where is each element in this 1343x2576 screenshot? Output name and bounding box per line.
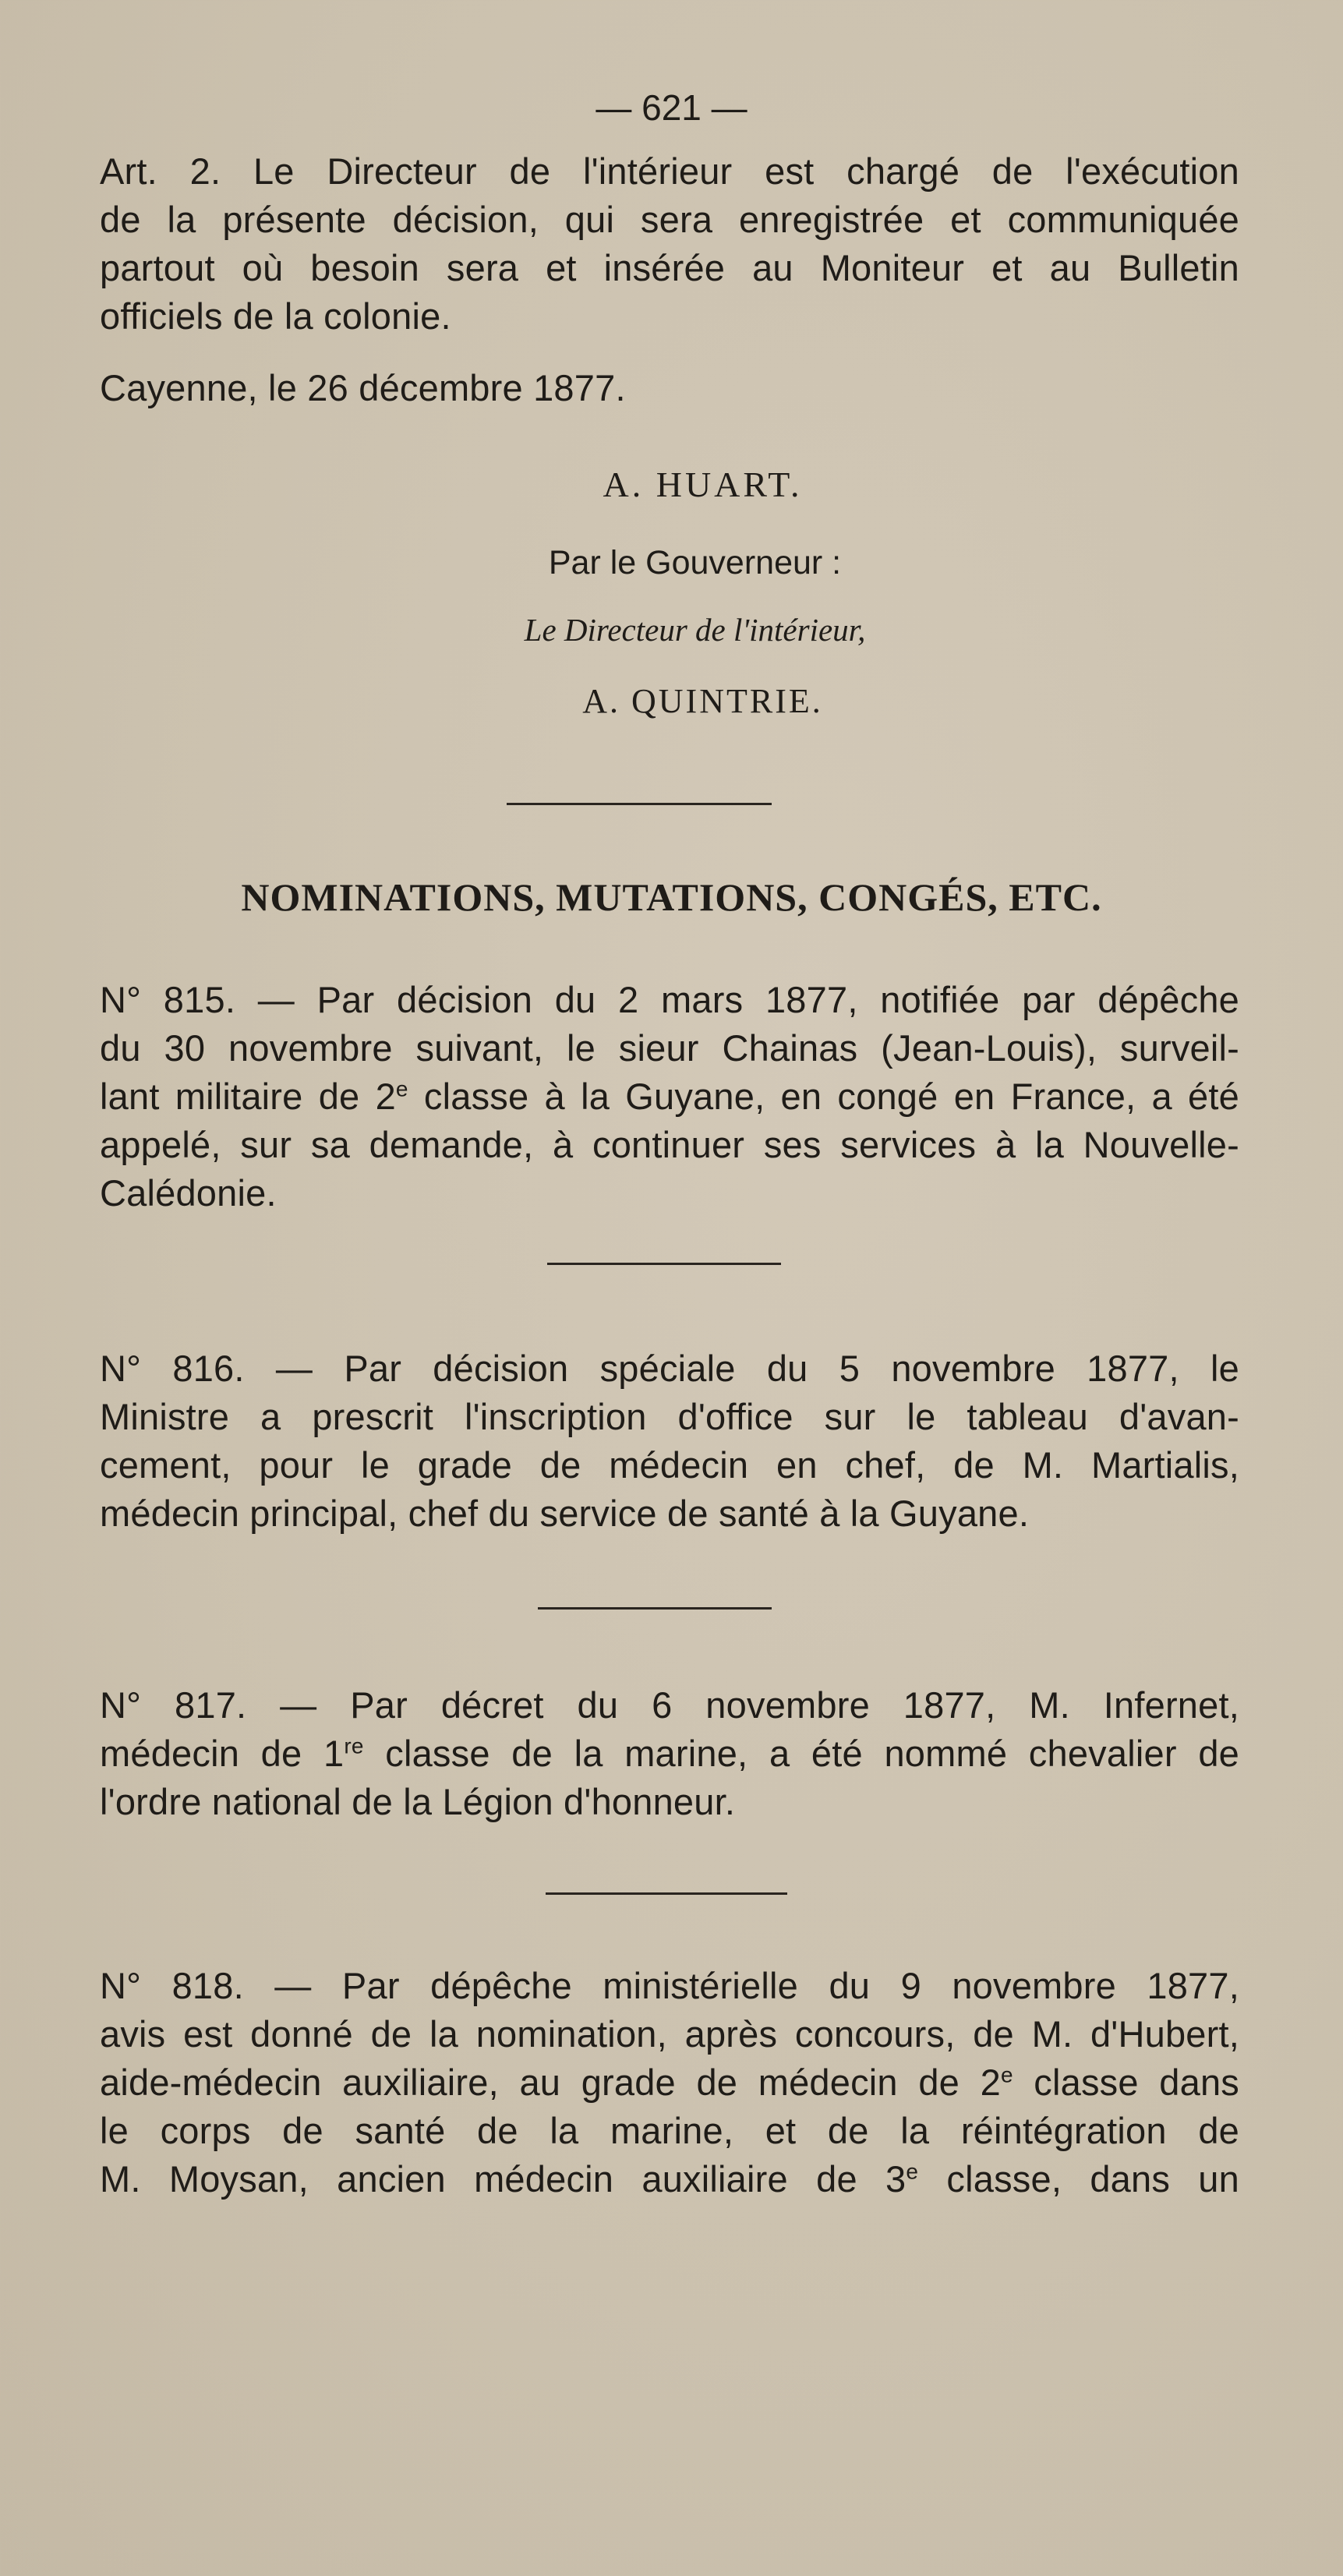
separator-rule bbox=[507, 803, 772, 805]
entry-817-line: N° 817. — Par décret du 6 novembre 1877, M. Infernet, bbox=[100, 1684, 1239, 1726]
entry-818-line: avis est donné de la nomination, après concours, de M. d'Hubert, bbox=[100, 2013, 1239, 2055]
entry-817-line: l'ordre national de la Légion d'honneur. bbox=[100, 1781, 736, 1822]
place-date: Cayenne, le 26 décembre 1877. bbox=[100, 367, 626, 408]
entry-816-line: N° 816. — Par décision spéciale du 5 novembre 1877, le bbox=[100, 1348, 1239, 1389]
entry-815-line: N° 815. — Par décision du 2 mars 1877, notifiée par dépêche bbox=[100, 979, 1239, 1020]
entry-818-line: aide-médecin auxiliaire, au grade de médecin de 2e classe dans bbox=[100, 2062, 1240, 2103]
signature-title: Le Directeur de l'intérieur, bbox=[524, 612, 866, 648]
article-line: de la présente décision, qui sera enregistrée et communiquée bbox=[100, 199, 1239, 240]
signature-by-line: Par le Gouverneur : bbox=[548, 544, 842, 581]
entry-818-line: le corps de santé de la marine, et de la réintégration de bbox=[100, 2110, 1239, 2151]
entry-816-line: médecin principal, chef du service de santé à la Guyane. bbox=[100, 1493, 1030, 1534]
entry-816-line: cement, pour le grade de médecin en chef, de M. Martialis, bbox=[100, 1444, 1239, 1486]
signature-name-2: A. QUINTRIE. bbox=[582, 682, 823, 720]
article-line: Art. 2. Le Directeur de l'intérieur est chargé de l'exécution bbox=[100, 150, 1239, 192]
entry-818-line: N° 818. — Par dépêche ministérielle du 9 novembre 1877, bbox=[100, 1965, 1239, 2006]
section-heading: NOMINATIONS, MUTATIONS, CONGÉS, ETC. bbox=[241, 875, 1102, 919]
entry-815-line: du 30 novembre suivant, le sieur Chainas (Jean-Louis), surveil- bbox=[100, 1027, 1239, 1069]
entry-817-line: médecin de 1re classe de la marine, a été nommé chevalier de bbox=[100, 1733, 1239, 1774]
separator-rule bbox=[538, 1607, 772, 1610]
entry-818-line: M. Moysan, ancien médecin auxiliaire de 3e classe, dans un bbox=[100, 2158, 1239, 2200]
entry-815-line: appelé, sur sa demande, à continuer ses services à la Nouvelle- bbox=[100, 1124, 1239, 1165]
separator-rule bbox=[547, 1263, 781, 1265]
entry-815-line: lant militaire de 2e classe à la Guyane, en congé en France, a été bbox=[100, 1076, 1239, 1117]
signature-name: A. HUART. bbox=[603, 465, 803, 504]
entry-816-line: Ministre a prescrit l'inscription d'office sur le tableau d'avan- bbox=[100, 1396, 1239, 1437]
article-line: officiels de la colonie. bbox=[100, 295, 451, 337]
article-line: partout où besoin sera et insérée au Moniteur et au Bulletin bbox=[100, 247, 1239, 288]
entry-815-line: Calédonie. bbox=[100, 1172, 277, 1214]
separator-rule bbox=[546, 1892, 787, 1895]
page-number: — 621 — bbox=[596, 87, 747, 128]
